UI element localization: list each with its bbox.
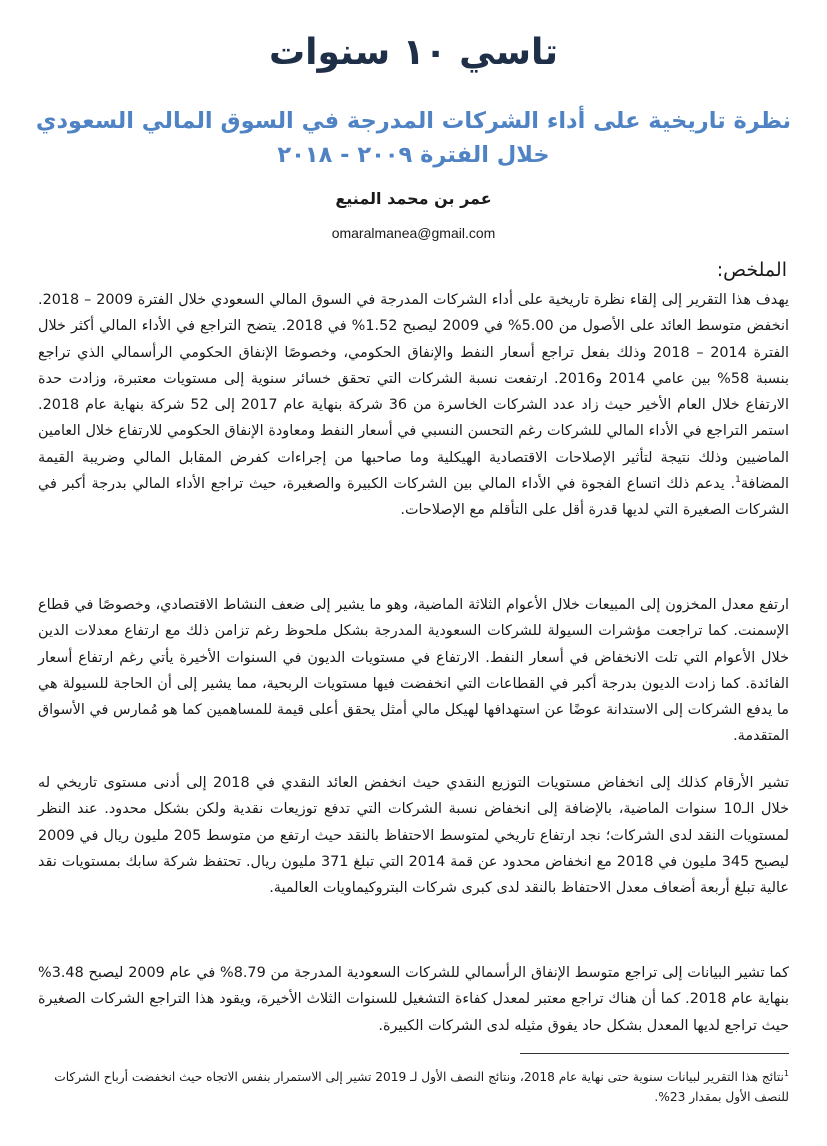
paragraph-1-text-continued: . يدعم ذلك اتساع الفجوة في الأداء المالي بين الشركات الكبيرة والصغيرة، حيث تراجع الأداء المالي بدرجة أكبر في الشركات الصغيرة التي لديها قدرة أقل على التأقلم مع الإصلاحات. [38, 476, 789, 519]
abstract-paragraph-1 [38, 287, 789, 524]
footnote-text: نتائج هذا التقرير لبيانات سنوية حتى نهاية عام 2018، ونتائج النصف الأول لـ 2019 تشير إلى الاستمرار بنفس الاتجاه حيث انخفضت أرباح الشركات للنصف الأول بمقدار 23%. [54, 1070, 789, 1105]
footnote-separator [520, 1053, 789, 1054]
author-name: عمر بن محمد المنيع [335, 189, 492, 208]
author-email: omaralmanea@gmail.com [331, 225, 496, 241]
abstract-heading: الملخص: [716, 259, 787, 281]
document-subtitle: نظرة تاريخية على أداء الشركات المدرجة في السوق المالي السعودي خلال الفترة ٢٠٠٩ - ٢٠١٨ [35, 108, 792, 168]
footnote-reference: 1 [735, 475, 741, 486]
abstract-paragraph-2: ارتفع معدل المخزون إلى المبيعات خلال الأعوام الثلاثة الماضية، وهو ما يشير إلى ضعف النشاط الاقتصادي، وخصوصًا في قطاع الإسمنت. كما تراجعت مؤشرات السيولة للشركات السعودية المدرجة بشكل ملحوظ رغم تزامن ذلك مع ارتفاع معدلات الدين خلال الأعوام التي تلت الانخفاض في أسعار النفط. الارتفاع في مستويات الديون في السنوات الأخيرة يأتي رغم ارتفاع أسعار الفائدة. كما زادت الديون بدرجة أكبر في القطاعات التي انخفضت فيها مستويات الربحية، مما يشير إلى أن الحاجة للسيولة هي ما يدفع الشركات إلى الاستدانة عوضًا عن استهدافها لهيكل مالي أمثل يحقق أعلى قيمة للمساهمين كما هو مُمارس في الأسواق المتقدمة. [38, 597, 789, 745]
abstract-paragraph-4: كما تشير البيانات إلى تراجع متوسط الإنفاق الرأسمالي للشركات السعودية المدرجة من 8.79% في عام 2009 ليصبح 3.48% بنهاية عام 2018. كما أن هناك تراجع معتبر لمعدل كفاءة التشغيل للسنوات الثلاث الأخيرة، ويقود هذا التراجع الشركات الصغيرة حيث تراجع لديها المعدل بشكل حاد يفوق مثيله لدى الشركات الكبيرة. [38, 965, 789, 1034]
paragraph-1-text: يهدف هذا التقرير إلى إلقاء نظرة تاريخية على أداء الشركات المدرجة في السوق المالي السعودي خلال الفترة 2009 – 2018. انخفض متوسط العائد على الأصول من 5.00% في 2009 ليصبح 1.52% في 2018. يتضح التراجع في الأداء المالي أكثر خلال الفترة 2014 – 2018 وذلك بفعل تراجع أسعار النفط والإنفاق الحكومي، وخصوصًا الإنفاق الحكومي الرأسمالي الذي تراجع بنسبة 58% بين عامي 2014 و2016. ارتفعت نسبة الشركات التي تحقق خسائر سنوية إلى مستويات معتبرة، وزادت حدة الارتفاع خلال العام الأخير حيث زاد عدد الشركات الخاسرة من 36 شركة بنهاية عام 2017 إلى 52 شركة بنهاية عام 2018. استمر التراجع في الأداء المالي للشركات رغم التحسن النسبي في أسعار النفط ومعاودة الإنفاق الحكومي للارتفاع خلال العامين الماضيين وذلك نتيجة لتأثير الإصلاحات الاقتصادية الهيكلية وما صاحبها من إجراءات كفرض المقابل المالي وضريبة القيمة المضافة [38, 292, 789, 493]
footnote-marker: 1 [783, 1069, 789, 1078]
document-title: تاسي ١٠ سنوات [268, 32, 559, 73]
abstract-paragraph-3: تشير الأرقام كذلك إلى انخفاض مستويات التوزيع النقدي حيث انخفض العائد النقدي في 2018 إلى أدنى مستوى تاريخي له خلال الـ10 سنوات الماضية، بالإضافة إلى انخفاض نسبة الشركات التي تدفع توزيعات نقدية ولكن بشكل محدود. عند النظر لمستويات النقد لدى الشركات؛ نجد ارتفاع تاريخي لمتوسط الاحتفاظ بالنقد حيث ارتفع من متوسط 205 مليون ريال في 2009 ليصبح 345 مليون في 2018 مع انخفاض محدود عن قمة 2014 التي تبلغ 371 مليون ريال. تحتفظ شركة سابك بمستويات نقد عالية تبلغ أربعة أضعاف معدل الاحتفاظ بالنقد لدى كبرى شركات البتروكيماويات العالمية. [38, 775, 789, 897]
footnote [38, 1064, 789, 1107]
